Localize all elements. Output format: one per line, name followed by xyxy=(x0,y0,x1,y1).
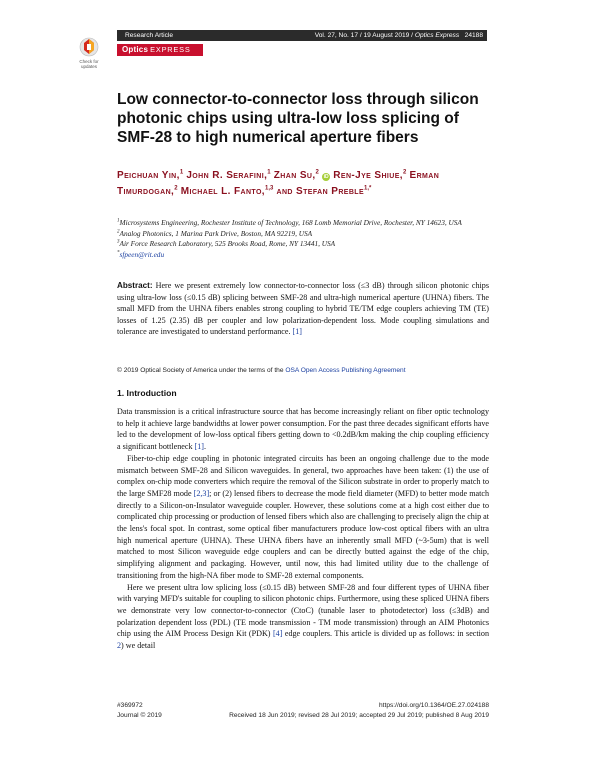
author-list: Peichuan Yin,$^1$ John R. Serafini,$^1$ Zhan Su,$^2$ iD Ren-Jye Shiue,$^2$ Erman Timurdogan,$^2$ Michael L. Fanto,$^{1,3}$ and Stefan Preble$^{1,*}$ xyxy=(117,169,440,197)
paragraph: Data transmission is a critical infrastructure source that has become increasingly reliant on fiber optic technology to help it achieve large bandwidths at lower power consumption. For the past three decades significant efforts have led to the development of low-loss optical fibers getting down to <0.2dB/km making the chip coupling efficiency a significant bottleneck [1]. xyxy=(117,407,489,452)
abstract-label: Abstract: xyxy=(117,281,153,290)
affiliation: $^3$Air Force Research Laboratory, 525 Brooks Road, Rome, NY 13441, USA xyxy=(117,239,336,248)
body-text xyxy=(117,406,489,652)
page-footer xyxy=(117,701,489,720)
abstract xyxy=(117,280,489,338)
corresponding-email: *sfpeen@rit.edu xyxy=(117,249,165,259)
author: Michael L. Fanto, xyxy=(177,186,265,197)
orcid-icon[interactable]: iD xyxy=(323,174,329,180)
author: Ren-Jye Shiue, xyxy=(330,170,403,181)
article-title: Low connector-to-connector loss through silicon photonic chips using ultra-low loss splicing of SMF-28 to high numerical aperture fibers xyxy=(117,91,479,146)
affiliations xyxy=(117,218,497,260)
abstract-text: Here we present extremely low connector-to-connector loss (≤3 dB) through silicon photonic chips using ultra-low loss (≤0.15 dB) splicing between SMF-28 and ultra-high numerical aperture (UHNA) fibers. The small MFD from the UHNA fibers enables strong coupling to hybrid TE/TM edge couplers achieving TM (TE) losses of 1.25 (2.35) dB per coupler and low polarization-dependent loss. Mode coupling simulations and tolerance are investigated to understand performance. xyxy=(117,281,489,337)
check-for-updates-badge[interactable] xyxy=(74,36,104,69)
article-type: Research Article xyxy=(125,32,174,39)
section-heading: 1. Introduction xyxy=(117,388,177,398)
citation-link[interactable]: [4] xyxy=(272,629,283,639)
license-link[interactable]: OSA Open Access Publishing Agreement xyxy=(285,367,406,374)
publication-dates: Received 18 Jun 2019; revised 28 Jul 2019; accepted 29 Jul 2019; published 8 Aug 2019 xyxy=(229,711,489,719)
citation-link[interactable]: [1] xyxy=(194,442,204,452)
crossmark-icon xyxy=(79,36,99,58)
journal-logo[interactable]: Optics EXPRESS xyxy=(117,44,203,56)
citation-line: Vol. 27, No. 17 / 19 August 2019 / Optics Express 24188 xyxy=(314,32,483,39)
paragraph: Fiber-to-chip edge coupling in photonic integrated circuits has been an ongoing challenge due to the mode mismatch between SMF-28 and Silicon waveguides. In general, two approaches have been taken: (1) the use of complex on-chip mode converters which require the removal of the Silicon substrate in order to properly match to the large SMF28 mode [2,3]; or (2) lensed fibers to decrease the mode field diameter (MFD) to better mode match directly to a Silicon-on-Insulator waveguide coupler. However, these solutions come at a high cost either due to complicated chip processing or production of lensed fibers which also are challenging to precisely align the chip at the lens's focal spot. In contrast, some optical fiber manufacturers produce low-cost optical fibers with an ultra high numerical aperture (UHNA). These UHNA fibers have an inherently small MFD (~3-5um) that is well matched to most Silicon waveguide edge couplers and can be directly butted against the edge of the chip, simplifying alignment and packaging. However, until now, this had limited utility due to the challenge of transitioning from the high-NA fiber mode to SMF-28 external components. xyxy=(117,453,489,580)
affiliation: $^1$Microsystems Engineering, Rochester Institute of Technology, 168 Lomb Memorial Drive, Rochester, NY 14623, USA xyxy=(117,218,462,227)
email-link[interactable]: sfpeen@rit.edu xyxy=(119,249,165,259)
page-number: 24188 xyxy=(464,32,483,39)
author: John R. Serafini, xyxy=(183,170,268,181)
citation-link[interactable]: [1] xyxy=(292,327,302,337)
citation-link[interactable]: [2,3] xyxy=(193,488,210,498)
article-id: #369972 xyxy=(117,702,143,709)
crossmark-label: Check for updates xyxy=(79,59,99,69)
author: Erman Timurdogan, xyxy=(117,170,440,197)
affiliation: $^2$Analog Photonics, 1 Marina Park Drive, Boston, MA 92219, USA xyxy=(117,228,313,238)
journal-copyright: Journal © 2019 xyxy=(117,711,162,719)
author: Peichuan Yin, xyxy=(117,170,180,181)
section-link[interactable]: 2 xyxy=(117,641,122,651)
running-header xyxy=(117,30,487,41)
author: Zhan Su, xyxy=(270,170,316,181)
copyright-notice: © 2019 Optical Society of America under the terms of the OSA Open Access Publishing Agreement xyxy=(117,367,406,374)
author: and Stefan Preble xyxy=(273,186,365,197)
doi-link[interactable]: https://doi.org/10.1364/OE.27.024188 xyxy=(379,702,489,709)
paragraph: Here we present ultra low splicing loss (≤0.15 dB) between SMF-28 and four different types of UHNA fiber with varying MFD's suitable for coupling to silicon photonic chips. Furthermore, using these spliced UHNA fibers we demonstrate very low connector-to-connector (CtoC) (tunable laser to photodetector) loss (≤3dB) and polarization dependent loss (PDL) (TE mode transmission - TM mode transmission) through an AIM Photonics chip using the AIM Process Design Kit (PDK) [4] edge couplers. This article is divided up as follows: in section 2) we detail xyxy=(117,582,489,651)
